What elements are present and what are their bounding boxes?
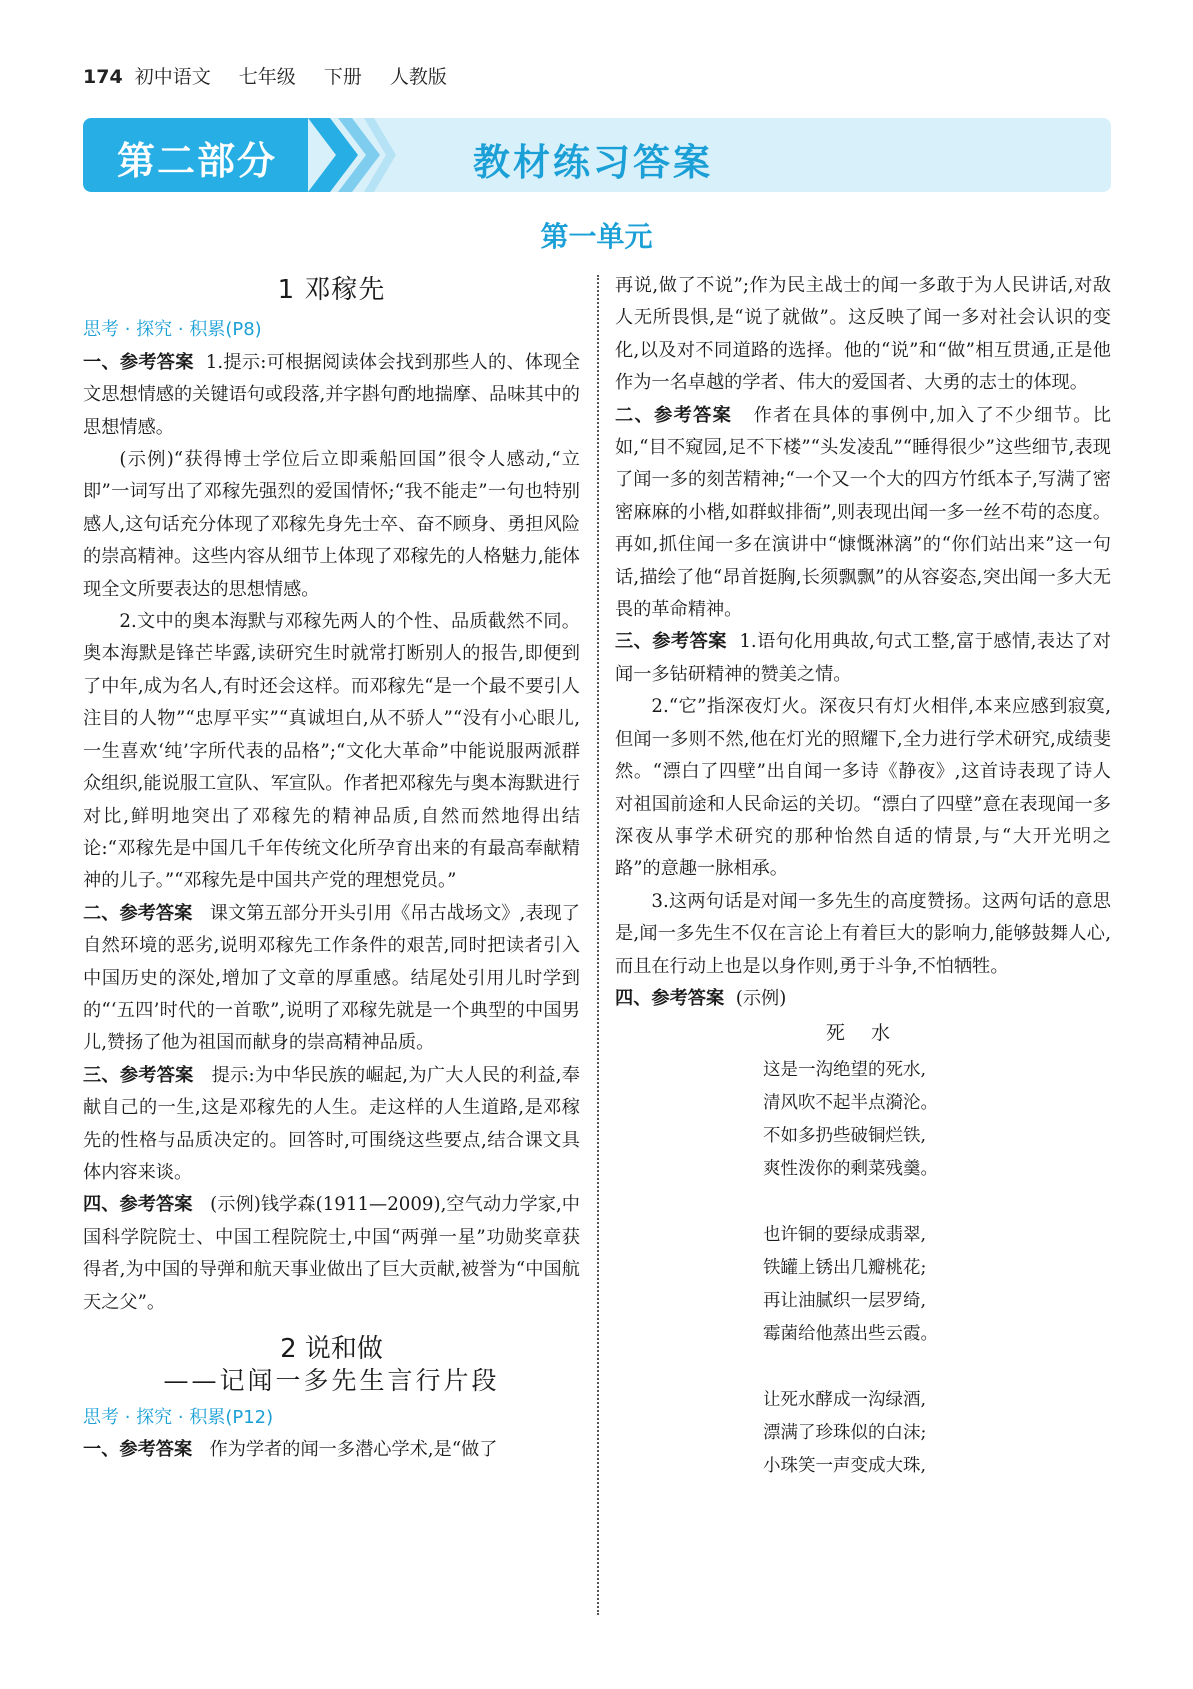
answer-paragraph bbox=[83, 1434, 580, 1466]
poem-body bbox=[763, 1054, 1111, 1483]
stanza-gap bbox=[763, 1186, 1111, 1219]
poem-line: 不如多扔些破铜烂铁, bbox=[763, 1125, 927, 1146]
lesson2-title: 2 说和做 bbox=[280, 1334, 383, 1364]
answer-label: 一、参考答案 bbox=[83, 351, 194, 373]
lesson2-subtitle: ——记闻一多先生言行片段 bbox=[163, 1366, 500, 1396]
answer-label: 二、参考答案 bbox=[83, 902, 193, 924]
header-grade: 七年级 bbox=[238, 66, 296, 88]
header-edition: 人教版 bbox=[389, 66, 447, 88]
answer-text: (示例) bbox=[735, 987, 787, 1009]
poem-line: 让死水酵成一沟绿酒, bbox=[763, 1389, 927, 1410]
answer-label: 四、参考答案 bbox=[615, 987, 725, 1009]
answer-text: 作者在具体的事例中,加入了不少细节。比如,“目不窥园,足不下楼”“头发凌乱”“睡得很少”这些细节,表现了闻一多的刻苦精神;“一个又一个大的四方竹纸本子,写满了密密麻麻的小楷,如群蚁排衙”,则表现出闻一多一丝不苟的态度。再如,抓住闻一多在演讲中“慷慨淋漓”的“你们站出来”这一句话,描绘了他“昂首挺胸,长须飘飘”的从容姿态,突出闻一多大无畏的革命精神。 bbox=[615, 404, 1111, 621]
answer-item: 2.“它”指深夜灯火。深夜只有灯火相伴,本来应感到寂寞,但闻一多则不然,他在灯光的照耀下,全力进行学术研究,成绩斐然。“漂白了四壁”出自闻一多诗《静夜》,这首诗表现了诗人对祖国前途和人民命运的关切。“漂白了四壁”意在表现闻一多深夜从事学术研究的那种怡然自适的情景,与“大开光明之路”的意趣一脉相承。 bbox=[615, 696, 1111, 880]
answer-label: 三、参考答案 bbox=[83, 1064, 194, 1086]
banner-part-label: 第二部分 bbox=[117, 139, 278, 183]
section-heading: 思考 · 探究 · 积累(P12) bbox=[83, 1406, 274, 1428]
unit-title: 第一单元 bbox=[540, 220, 653, 253]
stanza-gap bbox=[763, 1351, 1111, 1384]
answer-text: 1.提示:可根据阅读体会找到那些人的、体现全文思想情感的关键语句或段落,并字斟句酌地揣摩、品味其中的思想情感。 bbox=[83, 351, 580, 438]
left-column bbox=[83, 270, 580, 1467]
answer-text: (示例)钱学森(1911—2009),空气动力学家,中国科学院院士、中国工程院院士,中国“两弹一星”功勋奖章获得者,为中国的导弹和航天事业做出了巨大贡献,被誉为“中国航天之父”。 bbox=[83, 1194, 580, 1313]
answer-text: 作为学者的闻一多潜心学术,是“做了 bbox=[209, 1439, 498, 1461]
poem-line: 爽性泼你的剩菜残羹。 bbox=[763, 1158, 938, 1179]
poem-line: 小珠笑一声变成大珠, bbox=[763, 1455, 927, 1476]
header-subject: 初中语文 bbox=[134, 66, 211, 88]
answer-label: 三、参考答案 bbox=[615, 631, 727, 653]
answer-paragraph bbox=[83, 1060, 580, 1190]
poem-title: 死 水 bbox=[825, 1022, 901, 1045]
answer-text: 课文第五部分开头引用《吊古战场文》,表现了自然环境的恶劣,说明邓稼先工作条件的艰苦,同时把读者引入中国历史的深处,增加了文章的厚重感。结尾处引用儿时学到的“‘五四’时代的一首歌”,说明了邓稼先就是一个典型的中国男儿,赞扬了他为祖国而献身的崇高精神品质。 bbox=[83, 902, 580, 1054]
section-heading: 思考 · 探究 · 积累(P8) bbox=[83, 319, 262, 341]
answer-item: 2.文中的奥本海默与邓稼先两人的个性、品质截然不同。奥本海默是锋芒毕露,读研究生时就常打断别人的报告,即便到了中年,成为名人,有时还会这样。而邓稼先“是一个最不要引人注目的人物”“忠厚平实”“真诚坦白,从不骄人”“没有小心眼儿,一生喜欢‘纯’字所代表的品格”;“文化大革命”中能说服两派群众组织,能说服工宣队、军宣队。作者把邓稼先与奥本海默进行对比,鲜明地突出了邓稼先的精神品质,自然而然地得出结论:“邓稼先是中国几千年传统文化所孕育出来的有最高奉献精神的儿子。”“邓稼先是中国共产党的理想党员。” bbox=[83, 611, 580, 892]
answer-label: 二、参考答案 bbox=[615, 404, 733, 426]
page-header bbox=[83, 62, 469, 89]
section-banner bbox=[83, 118, 1111, 192]
answer-paragraph bbox=[83, 898, 580, 1060]
header-volume: 下册 bbox=[323, 66, 362, 88]
answer-paragraph bbox=[83, 1189, 580, 1319]
poem-line: 漂满了珍珠似的白沫; bbox=[763, 1422, 927, 1443]
poem-line: 这是一沟绝望的死水, bbox=[763, 1059, 927, 1080]
poem-line: 霉菌给他蒸出些云霞。 bbox=[763, 1323, 938, 1344]
chevron-arrows-icon bbox=[308, 118, 398, 192]
answer-example: (示例)“获得博士学位后立即乘船回国”很令人感动,“立即”一词写出了邓稼先强烈的爱国情怀;“我不能走”一句也特别感人,这句话充分体现了邓稼先身先士卒、奋不顾身、勇担风险的崇高精神。这些内容从细节上体现了邓稼先的人格魅力,能体现全文所要表达的思想情感。 bbox=[83, 449, 580, 600]
answer-paragraph bbox=[615, 626, 1111, 691]
banner-part-block bbox=[83, 118, 308, 192]
page-number: 174 bbox=[83, 66, 123, 88]
column-divider bbox=[597, 275, 599, 1615]
answer-label: 四、参考答案 bbox=[83, 1194, 193, 1216]
answer-label: 一、参考答案 bbox=[83, 1439, 193, 1461]
poem-line: 铁罐上锈出几瓣桃花; bbox=[763, 1257, 927, 1278]
answer-paragraph bbox=[615, 400, 1111, 627]
poem-line: 清风吹不起半点漪沦。 bbox=[763, 1092, 938, 1113]
answer-item: 3.这两句话是对闻一多先生的高度赞扬。这两句话的意思是,闻一多先生不仅在言论上有着巨大的影响力,能够鼓舞人心,而且在行动上也是以身作则,勇于斗争,不怕牺牲。 bbox=[615, 890, 1111, 977]
poem-line: 再让油腻织一层罗绮, bbox=[763, 1290, 927, 1311]
poem-line: 也许铜的要绿成翡翠, bbox=[763, 1224, 927, 1245]
right-column bbox=[615, 270, 1111, 1483]
answer-text: 提示:为中华民族的崛起,为广大人民的利益,奉献自己的一生,这是邓稼先的人生。走这样的人生道路,是邓稼先的性格与品质决定的。回答时,可围绕这些要点,结合课文具体内容来谈。 bbox=[83, 1064, 580, 1183]
lesson1-title: 1 邓稼先 bbox=[277, 275, 386, 305]
answer-continuation: 再说,做了不说”;作为民主战士的闻一多敢于为人民讲话,对敌人无所畏惧,是“说了就做”。这反映了闻一多对社会认识的变化,以及对不同道路的选择。他的“说”和“做”相互贯通,正是他作为一名卓越的学者、伟大的爱国者、大勇的志士的体现。 bbox=[615, 275, 1111, 394]
banner-title: 教材练习答案 bbox=[473, 141, 713, 184]
answer-paragraph bbox=[83, 347, 580, 444]
answer-text: 1.语句化用典故,句式工整,富于感情,表达了对闻一多钻研精神的赞美之情。 bbox=[615, 631, 1111, 685]
answer-paragraph bbox=[615, 983, 1111, 1015]
